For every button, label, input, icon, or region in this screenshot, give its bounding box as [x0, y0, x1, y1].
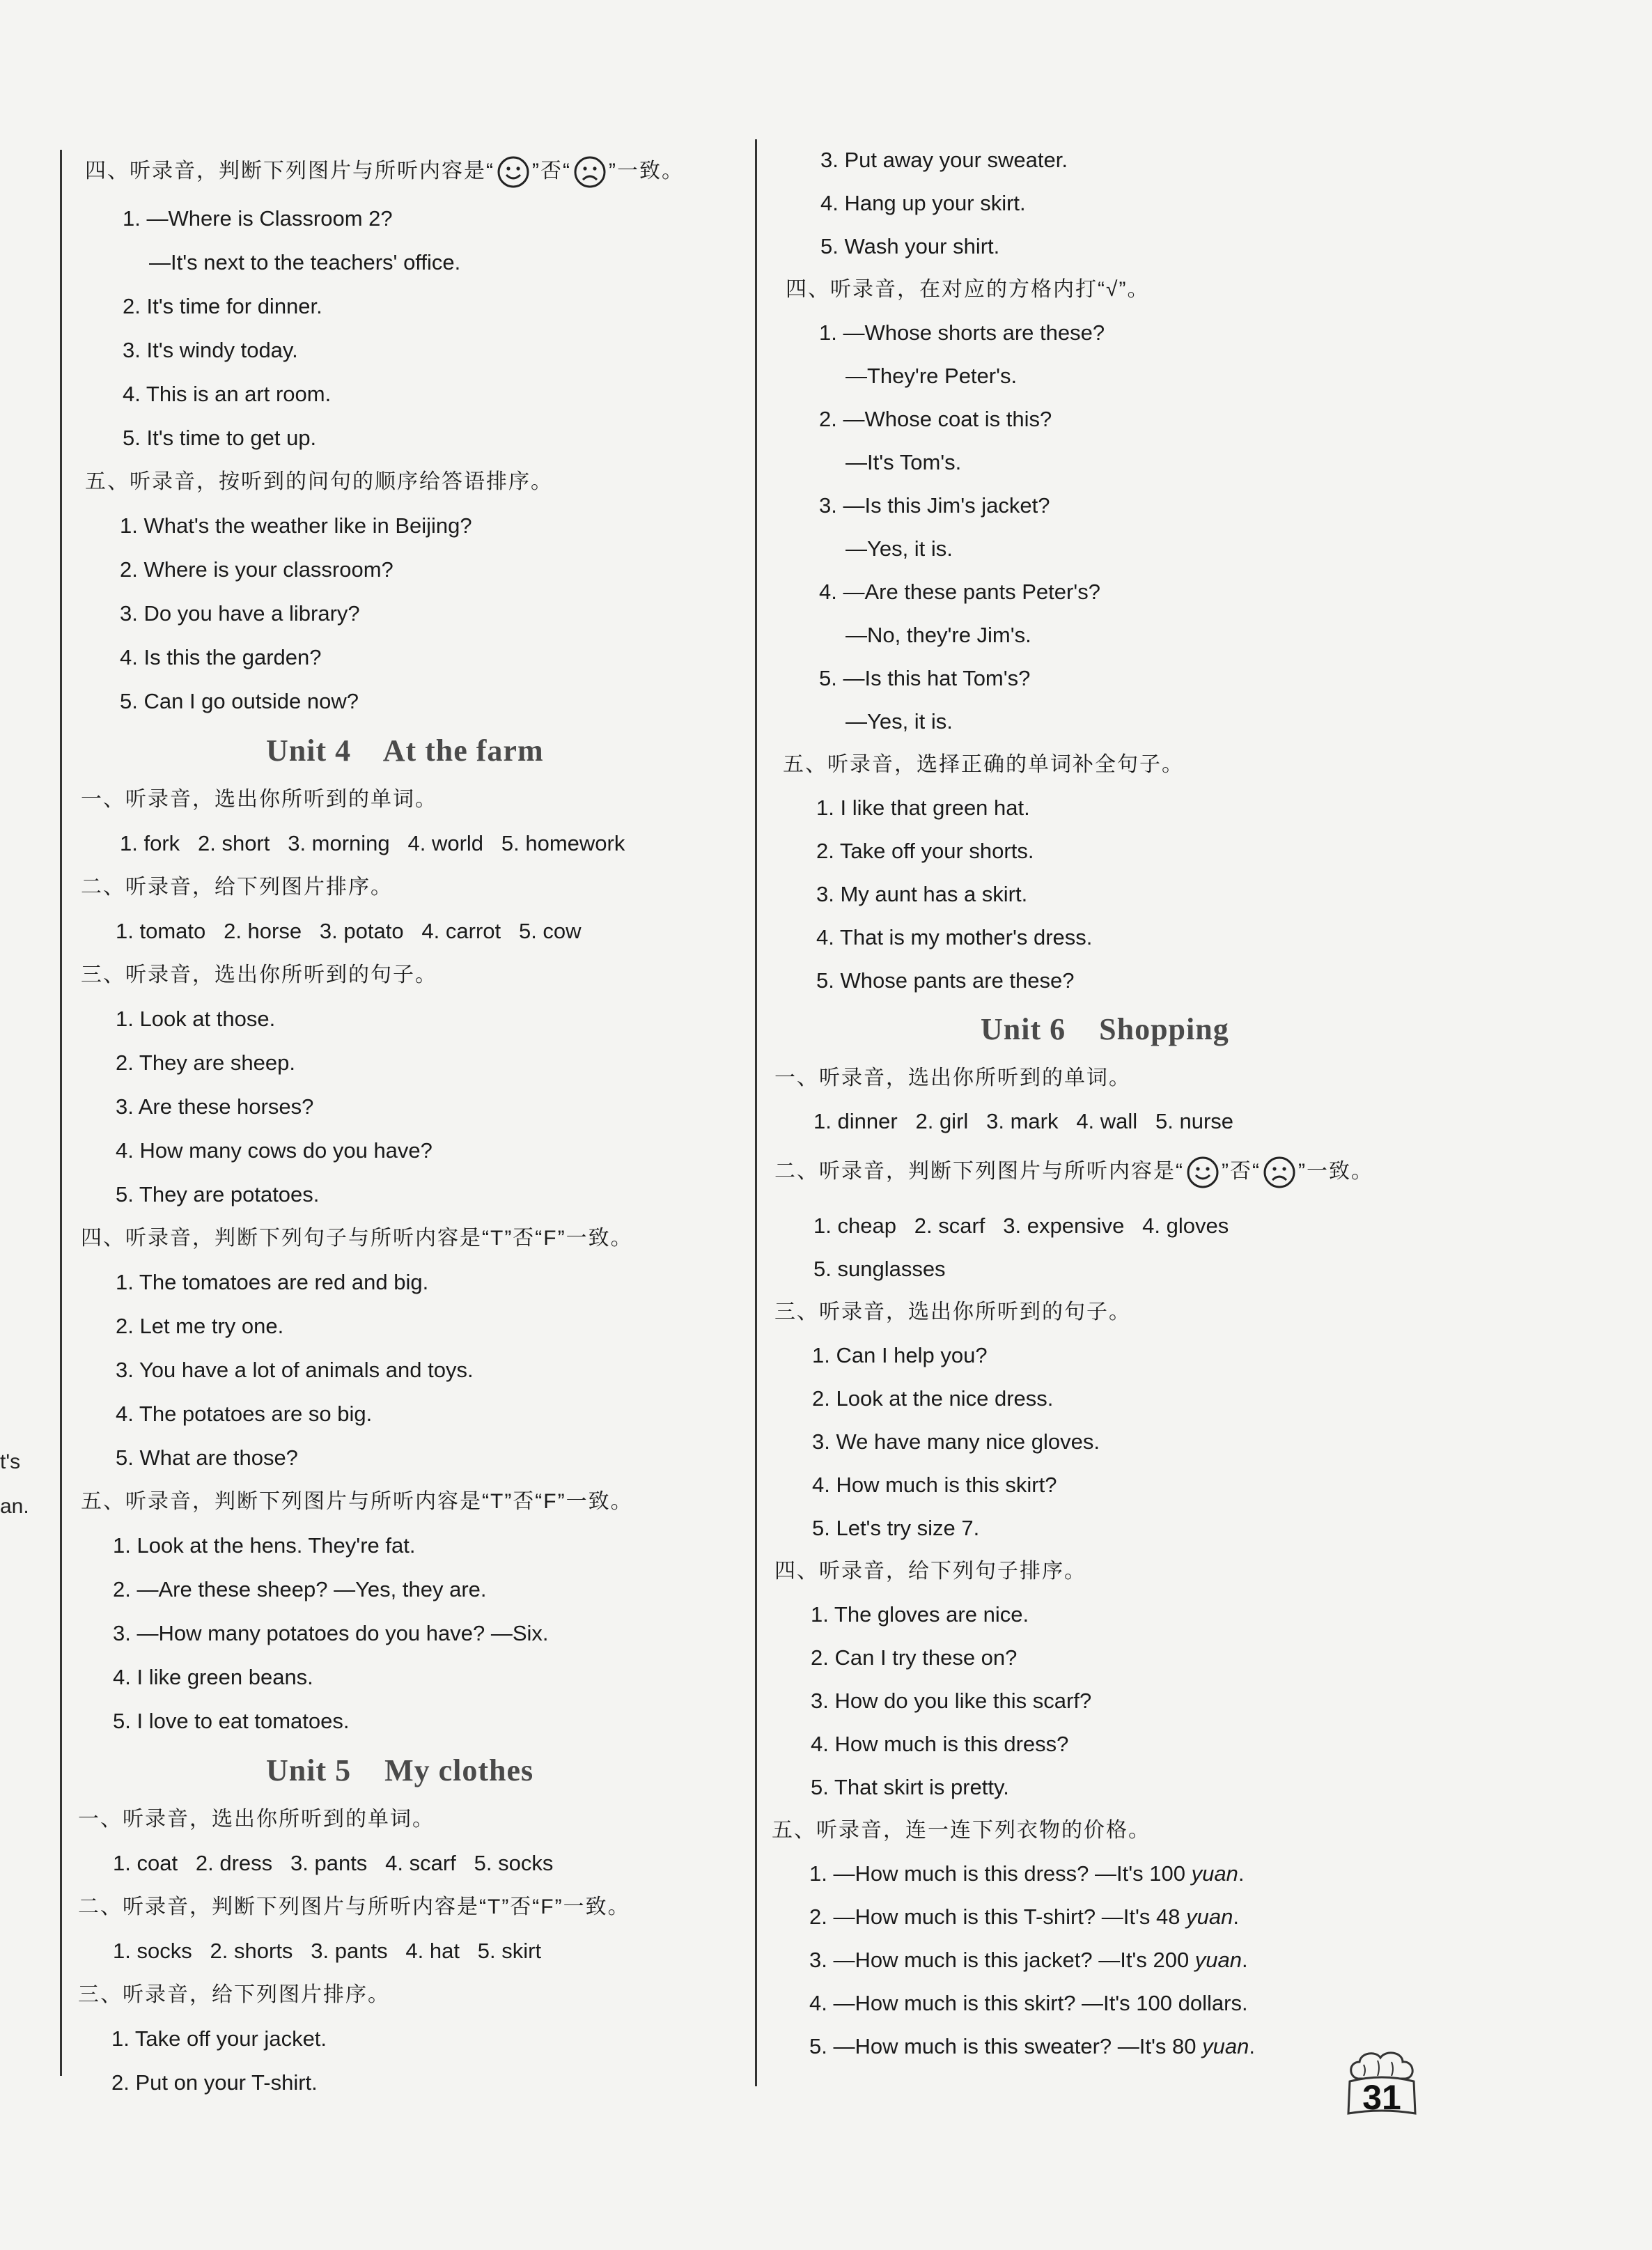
section-heading: 二、听录音，给下列图片排序。: [81, 876, 393, 899]
unit-title: Unit 4 At the farm: [266, 734, 544, 768]
sad-face-icon: [572, 155, 607, 189]
list-item: —It's next to the teachers' office.: [149, 250, 461, 274]
list-item: 4. —Are these pants Peter's?: [819, 580, 1100, 604]
list-item: 2. —How much is this T-shirt? —It's 48 yuan.: [809, 1904, 1239, 1929]
section-heading: 五、听录音，选择正确的单词补全句子。: [783, 753, 1184, 776]
list-item: 1. cheap 2. scarf 3. expensive 4. gloves: [813, 1213, 1229, 1238]
list-item: 5. —How much is this sweater? —It's 80 yuan.: [809, 2034, 1255, 2058]
list-item: 2. —Are these sheep? —Yes, they are.: [113, 1577, 487, 1601]
page-number: 31: [1362, 2078, 1401, 2117]
list-item: 3. Put away your sweater.: [820, 148, 1068, 172]
section-heading: 四、听录音，给下列句子排序。: [774, 1560, 1086, 1583]
list-item: 2. Look at the nice dress.: [812, 1386, 1054, 1411]
section-heading: 三、听录音，选出你所听到的句子。: [81, 963, 437, 986]
left-rule: [60, 150, 62, 2076]
list-item: 2. They are sheep.: [116, 1050, 295, 1075]
list-item: 2. Let me try one.: [116, 1314, 284, 1338]
list-item: 1. socks 2. shorts 3. pants 4. hat 5. skirt: [113, 1939, 542, 1963]
list-item: 1. I like that green hat.: [816, 796, 1030, 820]
list-item: 1. —Where is Classroom 2?: [123, 206, 393, 231]
list-item: 5. What are those?: [116, 1445, 298, 1470]
section-heading: 三、听录音，选出你所听到的句子。: [774, 1301, 1131, 1324]
section-heading: 五、听录音，连一连下列衣物的价格。: [772, 1819, 1151, 1842]
list-item: 3. Are these horses?: [116, 1094, 314, 1119]
list-item: 5. Whose pants are these?: [816, 968, 1075, 993]
list-item: 5. Wash your shirt.: [820, 234, 1000, 258]
list-item: 3. How do you like this scarf?: [811, 1689, 1092, 1713]
section-heading: 二、听录音，判断下列图片与所听内容是“ ”否“ ”一致。: [774, 1155, 1373, 1190]
list-item: 1. dinner 2. girl 3. mark 4. wall 5. nurse: [813, 1109, 1234, 1133]
list-item: 4. How much is this dress?: [811, 1732, 1069, 1756]
list-item: 5. Can I go outside now?: [120, 689, 359, 713]
list-item: 5. It's time to get up.: [123, 426, 317, 450]
list-item: 3. —How many potatoes do you have? —Six.: [113, 1621, 549, 1645]
unit-title: Unit 5 My clothes: [266, 1753, 534, 1787]
list-item: —No, they're Jim's.: [846, 623, 1031, 647]
list-item: 1. fork 2. short 3. morning 4. world 5. homework: [120, 831, 625, 855]
list-item: 2. It's time for dinner.: [123, 294, 322, 318]
list-item: 4. How much is this skirt?: [812, 1473, 1057, 1497]
list-item: 5. That skirt is pretty.: [811, 1775, 1009, 1799]
list-item: 1. What's the weather like in Beijing?: [120, 513, 472, 538]
list-item: —Yes, it is.: [846, 536, 953, 561]
list-item: 1. The tomatoes are red and big.: [116, 1270, 429, 1294]
list-item: 1. Look at those.: [116, 1007, 276, 1031]
list-item: 5. —Is this hat Tom's?: [819, 666, 1031, 690]
smiley-face-icon: [1185, 1155, 1220, 1190]
sad-face-icon: [1262, 1155, 1297, 1190]
list-item: 2. Can I try these on?: [811, 1645, 1018, 1670]
section-heading: 三、听录音，给下列图片排序。: [78, 1983, 390, 2006]
list-item: 4. Is this the garden?: [120, 645, 322, 669]
page-number-badge: [1343, 2049, 1421, 2119]
list-item: 2. Put on your T-shirt.: [111, 2070, 318, 2095]
unit-title: Unit 6 Shopping: [981, 1012, 1229, 1046]
list-item: 3. It's windy today.: [123, 338, 298, 362]
section-heading: 五、听录音，判断下列图片与所听内容是“T”否“F”一致。: [81, 1490, 633, 1513]
list-item: 3. Do you have a library?: [120, 601, 360, 626]
list-item: 1. —Whose shorts are these?: [819, 320, 1105, 345]
list-item: 4. —How much is this skirt? —It's 100 dollars.: [809, 1991, 1248, 2015]
list-item: 1. The gloves are nice.: [811, 1602, 1029, 1627]
section-heading: 二、听录音，判断下列图片与所听内容是“T”否“F”一致。: [78, 1895, 630, 1918]
list-item: 2. —Whose coat is this?: [819, 407, 1052, 431]
list-item: 2. Where is your classroom?: [120, 557, 393, 582]
center-rule: [755, 139, 757, 2086]
margin-fragment: t's: [0, 1450, 21, 1473]
section-heading: 五、听录音，按听到的问句的顺序给答语排序。: [85, 470, 553, 493]
margin-fragment: an.: [0, 1495, 29, 1518]
list-item: 1. tomato 2. horse 3. potato 4. carrot 5. cow: [116, 919, 582, 943]
list-item: 1. Look at the hens. They're fat.: [113, 1533, 416, 1558]
list-item: 1. —How much is this dress? —It's 100 yuan.: [809, 1861, 1245, 1886]
section-heading: 一、听录音，选出你所听到的单词。: [78, 1808, 435, 1831]
section-heading: 一、听录音，选出你所听到的单词。: [81, 788, 437, 811]
list-item: 4. This is an art room.: [123, 382, 332, 406]
list-item: 3. My aunt has a skirt.: [816, 882, 1028, 906]
section-heading: 四、听录音，在对应的方格内打“√”。: [786, 278, 1150, 301]
list-item: 4. I like green beans.: [113, 1665, 313, 1689]
list-item: 3. —How much is this jacket? —It's 200 yuan.: [809, 1948, 1248, 1972]
list-item: 1. coat 2. dress 3. pants 4. scarf 5. socks: [113, 1851, 554, 1875]
list-item: 5. sunglasses: [813, 1257, 946, 1281]
list-item: 3. You have a lot of animals and toys.: [116, 1358, 474, 1382]
list-item: 4. That is my mother's dress.: [816, 925, 1093, 949]
list-item: —It's Tom's.: [846, 450, 962, 474]
list-item: 5. Let's try size 7.: [812, 1516, 980, 1540]
section-heading: 四、听录音，判断下列图片与所听内容是“ ”否“ ”一致。: [85, 155, 684, 189]
list-item: 1. Take off your jacket.: [111, 2026, 327, 2051]
section-heading: 四、听录音，判断下列句子与所听内容是“T”否“F”一致。: [81, 1227, 633, 1250]
list-item: 5. They are potatoes.: [116, 1182, 320, 1207]
list-item: 3. We have many nice gloves.: [812, 1429, 1100, 1454]
list-item: —Yes, it is.: [846, 709, 953, 734]
list-item: —They're Peter's.: [846, 364, 1018, 388]
list-item: 1. Can I help you?: [812, 1343, 988, 1367]
list-item: 3. —Is this Jim's jacket?: [819, 493, 1050, 518]
list-item: 4. Hang up your skirt.: [820, 191, 1026, 215]
smiley-face-icon: [496, 155, 531, 189]
list-item: 4. How many cows do you have?: [116, 1138, 433, 1163]
list-item: 4. The potatoes are so big.: [116, 1402, 373, 1426]
list-item: 2. Take off your shorts.: [816, 839, 1034, 863]
list-item: 5. I love to eat tomatoes.: [113, 1709, 350, 1733]
section-heading: 一、听录音，选出你所听到的单词。: [774, 1066, 1131, 1089]
